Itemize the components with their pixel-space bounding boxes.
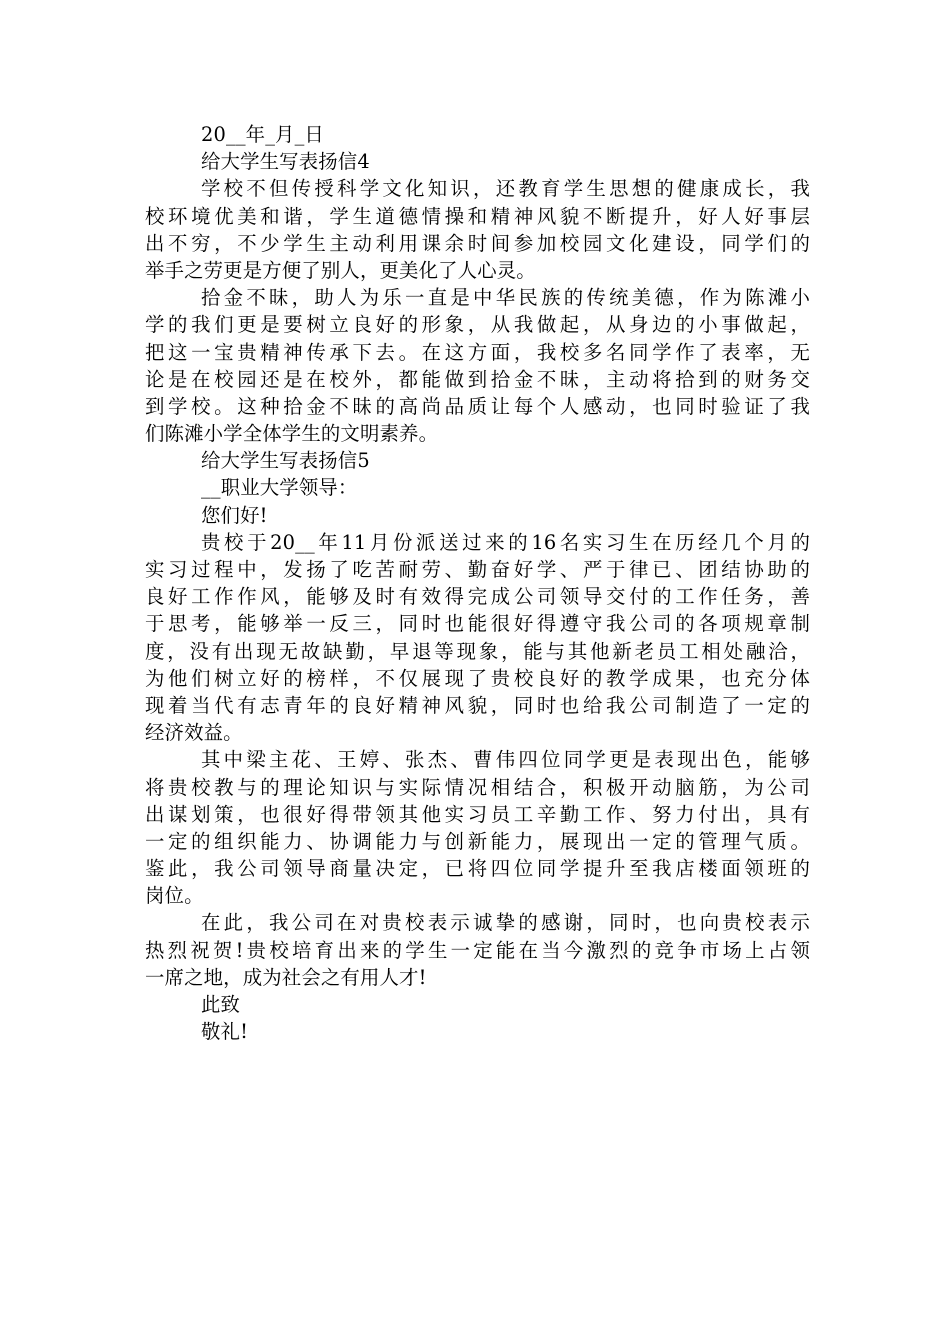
greeting: 您们好! [201, 503, 268, 527]
paragraph-line: 现着当代有志青年的良好精神风貌，同时也给我公司制造了一定的 [145, 693, 810, 717]
paragraph-line: 出不穷，不少学生主动利用课余时间参加校园文化建设，同学们的 [145, 231, 810, 255]
paragraph-line: 学校不但传授科学文化知识，还教育学生思想的健康成长，我 [201, 177, 810, 201]
paragraph-honesty [145, 284, 810, 447]
paragraph-line: 一定的组织能力、协调能力与创新能力，展现出一定的管理气质。 [145, 829, 810, 853]
date-line: 20__年_月_日 [201, 123, 324, 146]
paragraph-line: 为他们树立好的榜样，不仅展现了贵校良好的教学成果，也充分体 [145, 666, 810, 690]
paragraph-line: 岗位。 [145, 884, 204, 908]
paragraph-line: 出谋划策，也很好得带领其他实习员工辛勤工作、努力付出，具有 [145, 802, 810, 826]
paragraph-line: 学的我们更是要树立良好的形象，从我做起，从身边的小事做起， [145, 313, 810, 337]
closing-line-2: 敬礼! [201, 1020, 249, 1044]
paragraph-line: 拾金不昧，助人为乐一直是中华民族的传统美德，作为陈滩小 [201, 286, 810, 310]
paragraph-school-education [145, 175, 810, 284]
paragraph-outstanding-students [145, 746, 810, 909]
paragraph-thanks [145, 909, 810, 991]
paragraph-line: 实习过程中，发扬了吃苦耐劳、勤奋好学、严于律已、团结协助的 [145, 558, 810, 581]
salutation: __职业大学领导： [201, 476, 358, 500]
letter-heading-4: 给大学生写表扬信4 [201, 150, 370, 174]
paragraph-line: 贵校于20__年11月份派送过来的16名实习生在历经几个月的 [201, 530, 810, 554]
paragraph-line: 一席之地，成为社会之有用人才! [145, 965, 427, 989]
paragraph-line: 其中梁主花、王婷、张杰、曹伟四位同学更是表现出色，能够 [201, 748, 810, 772]
paragraph-line: 将贵校教与的理论知识与实际情况相结合，积极开动脑筋，为公司 [145, 775, 810, 799]
paragraph-line: 良好工作作风，能够及时有效得完成公司领导交付的工作任务，善 [145, 585, 810, 609]
letter-page [145, 121, 810, 1045]
paragraph-line: 校环境优美和谐，学生道德情操和精神风貌不断提升，好人好事层 [145, 204, 810, 228]
paragraph-line: 鉴此，我公司领导商量决定，已将四位同学提升至我店楼面领班的 [145, 857, 810, 881]
paragraph-line: 论是在校园还是在校外，都能做到拾金不昧，主动将拾到的财务交 [145, 367, 810, 391]
paragraph-line: 到学校。这种拾金不昧的高尚品质让每个人感动，也同时验证了我 [145, 394, 810, 418]
paragraph-line: 热烈祝贺!贵校培育出来的学生一定能在当今激烈的竞争市场上占领 [145, 938, 810, 962]
paragraph-line: 于思考，能够举一反三，同时也能很好得遵守我公司的各项规章制 [145, 612, 810, 636]
letter-heading-5: 给大学生写表扬信5 [201, 449, 370, 473]
paragraph-line: 们陈滩小学全体学生的文明素养。 [145, 422, 439, 446]
paragraph-line: 举手之劳更是方便了别人，更美化了人心灵。 [145, 258, 536, 282]
paragraph-interns-performance [145, 529, 810, 747]
closing-line-1: 此致 [201, 993, 241, 1016]
paragraph-line: 经济效益。 [145, 721, 243, 745]
paragraph-line: 度，没有出现无故缺勤，早退等现象，能与其他新老员工相处融洽， [145, 639, 810, 663]
paragraph-line: 在此，我公司在对贵校表示诚挚的感谢，同时，也向贵校表示 [201, 911, 810, 935]
paragraph-line: 把这一宝贵精神传承下去。在这方面，我校多名同学作了表率，无 [145, 340, 810, 364]
